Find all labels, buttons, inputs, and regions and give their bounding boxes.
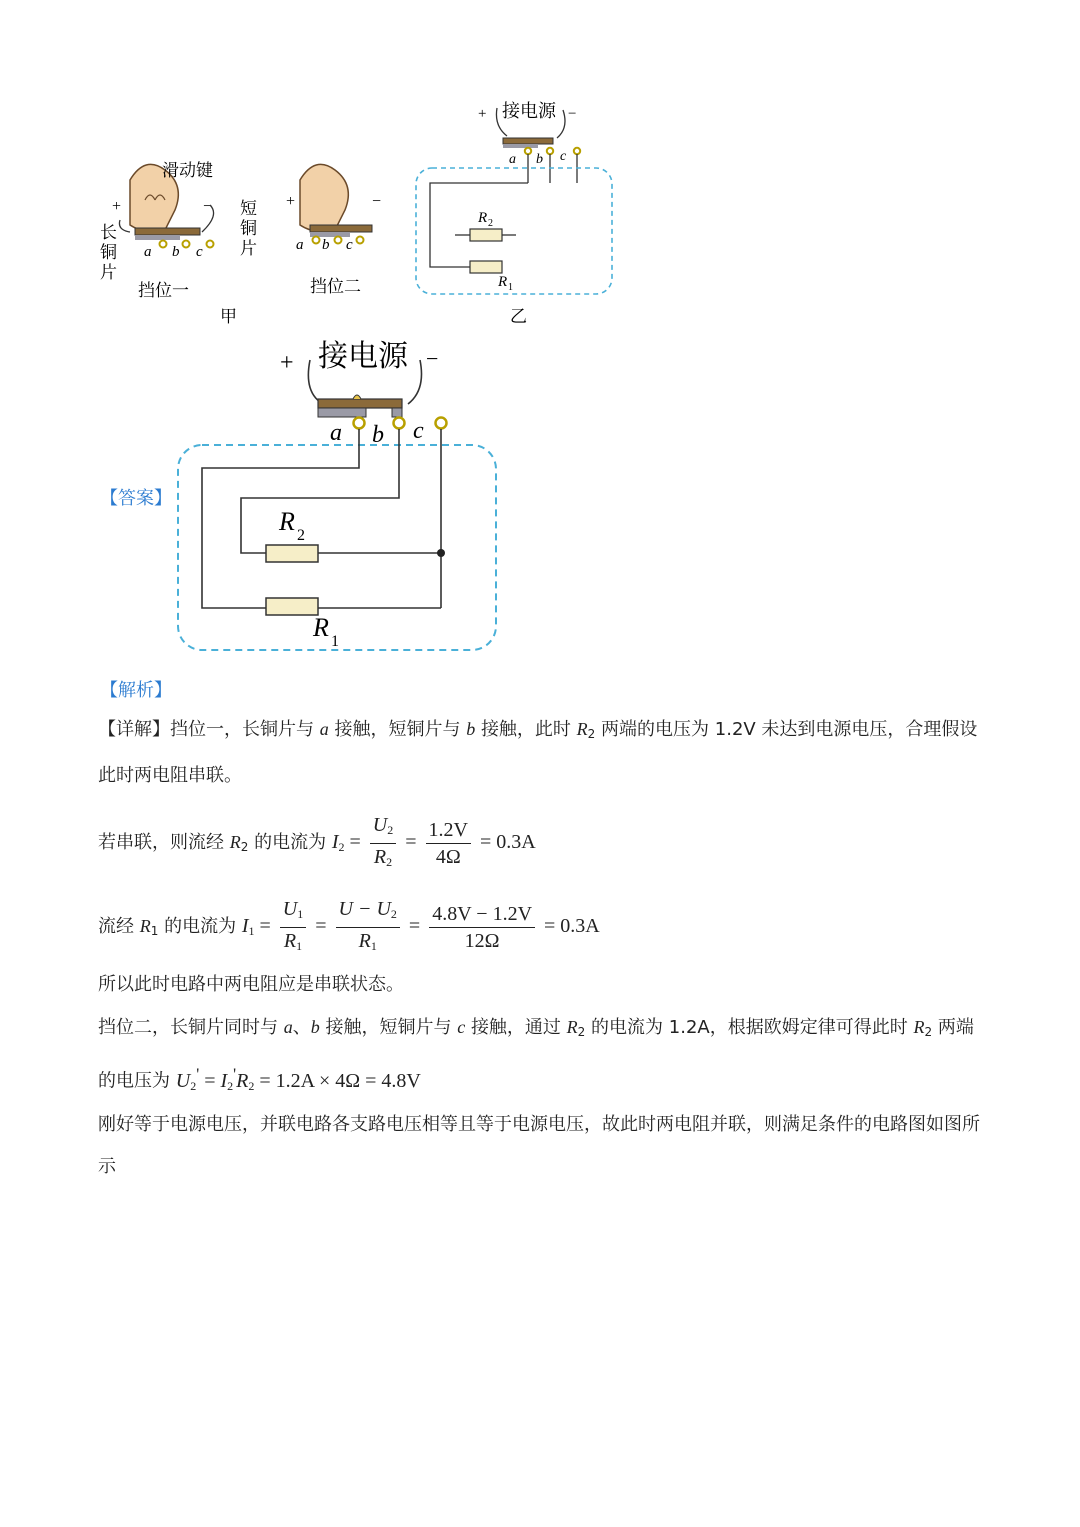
svg-text:b: b [322,237,330,253]
equation-series-i2: 若串联，则流经 $R_2$ 的电流为 $I_2$ = $\frac{U_2}{R_2}$ = $\frac{1.2V}{4\Omega}$ = 0.3A [98,814,536,869]
svg-text:c: c [413,418,424,444]
svg-text:长: 长 [100,223,117,242]
svg-text:−: − [372,193,382,210]
svg-text:c: c [346,237,353,253]
svg-text:1: 1 [508,282,513,293]
svg-text:R: R [313,613,329,642]
svg-text:−: − [426,346,439,371]
series-conclusion: 所以此时电路中两电阻应是串联状态。 [98,974,404,995]
svg-text:铜: 铜 [100,243,117,262]
slide-key-label: 滑动键 [162,161,213,180]
hand-illustration-two [300,164,348,231]
figure-label-yi: 乙 [510,307,527,326]
svg-text:片: 片 [240,239,257,258]
power-label-large: 接电源 [318,340,408,373]
svg-text:+: + [280,350,294,376]
resistor-r2 [266,545,318,562]
svg-text:b: b [372,422,384,448]
svg-text:−: − [568,106,577,122]
svg-text:+: + [112,198,122,215]
svg-text:2: 2 [297,527,305,544]
equation-series-i1: 流经 $R_1$ 的电流为 $I_1$ = $\frac{U_1}{R_1}$ = $\frac{U - U_2}{R_1}$ = $\frac{4.8V - 1.2V}{12\Omega}$ = 0.3A [98,898,600,953]
top-figure [0,0,1080,330]
svg-text:b: b [536,152,543,167]
svg-text:片: 片 [100,263,117,282]
svg-text:a: a [296,237,304,253]
svg-text:1: 1 [331,633,339,650]
svg-text:+: + [478,106,487,122]
svg-text:铜: 铜 [240,219,257,238]
dashed-box-small [416,168,612,294]
power-label-small: 接电源 [502,101,556,121]
analysis-label: 【解析】 [100,680,172,701]
svg-text:R: R [279,507,295,536]
svg-text:a: a [509,152,516,167]
detail-paragraph: 【详解】挡位一，长铜片与 a 接触，短铜片与 b 接触，此时 $R_2$ 两端的电压为 1.2V 未达到电源电压，合理假设此时两电阻串联。 [98,719,978,786]
svg-text:a: a [330,420,342,446]
position-two-label: 挡位二 [310,277,361,296]
svg-text:R: R [478,210,488,226]
svg-text:2: 2 [488,218,493,229]
dashed-box-large [178,445,496,650]
figure-label-jia: 甲 [220,307,237,326]
resistor-r1 [266,598,318,615]
svg-text:−: − [203,198,213,215]
svg-text:+: + [286,193,296,210]
svg-text:R: R [498,274,508,290]
svg-text:c: c [196,244,203,260]
svg-text:短: 短 [240,199,257,218]
final-paragraph: 刚好等于电源电压，并联电路各支路电压相等且等于电源电压，故此时两电阻并联，则满足条件的电路图如图所示 [98,1114,980,1177]
answer-label: 【答案】 [100,488,172,509]
svg-text:a: a [144,244,152,260]
svg-text:c: c [560,149,567,164]
svg-text:b: b [172,244,180,260]
position-one-label: 挡位一 [138,281,189,300]
gear-two-paragraph: 挡位二，长铜片同时与 a、b 接触，短铜片与 c 接触，通过 $R_2$ 的电流为 1.2A，根据欧姆定律可得此时 $R_2$ 两端的电压为 $U_2' = I_2'R_2 = 1.2A \times 4\Omega = 4.8V$ [98,1017,974,1093]
